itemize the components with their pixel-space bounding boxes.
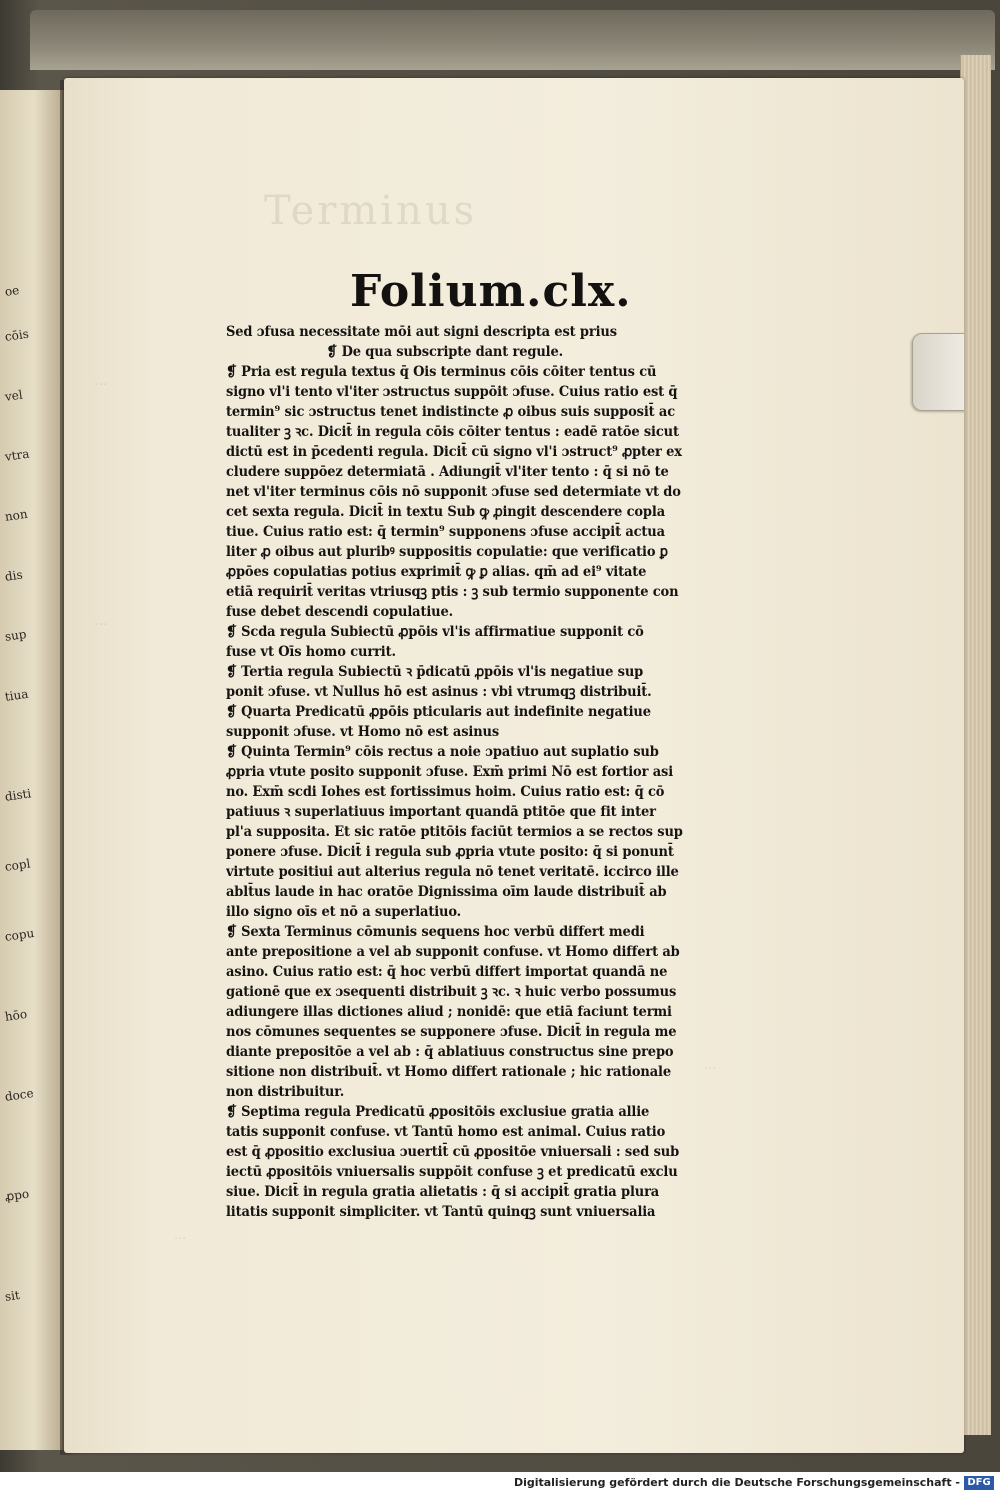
folio-heading: Folium.clx.	[350, 266, 632, 317]
text-line: sitione non distribuit̄. vt Homo differt rationale ; hic rationale	[226, 1064, 672, 1080]
text-line: liter ꝓ oibus aut pluribꝰ suppositis copulatie: que verificatio ꝑ	[226, 544, 668, 560]
page-edges	[960, 55, 991, 1435]
text-line: tiue. Cuius ratio est: q̄ termin⁹ supponens ɔfuse accipit̄ actua	[226, 524, 665, 540]
bleed-through-text: ...	[174, 1228, 187, 1243]
text-line: ꝓpōes copulatias potius exprimit̄ ꝙ ꝑ alias. qm̄ ad ei⁹ vitate	[226, 564, 647, 580]
book-top-edge	[30, 10, 995, 70]
digitization-footer	[0, 1472, 1000, 1494]
facing-page-text: sit	[4, 1287, 21, 1304]
facing-page-text: vel	[4, 387, 24, 404]
text-line: asino. Cuius ratio est: q̄ hoc verbū differt importat quandā ne	[226, 964, 668, 980]
text-line: termin⁹ sic ɔstructus tenet indistincte ꝓ oibus suis supposit̄ ac	[226, 404, 676, 420]
funding-credit: Digitalisierung gefördert durch die Deutsche Forschungsgemeinschaft -	[513, 1476, 960, 1489]
text-line: Sed ɔfusa necessitate mōi aut signi descripta est prius	[226, 324, 617, 340]
text-line: pl'a supposita. Et sic ratōe ptitōis faciūt termios a se rectos sup	[226, 824, 683, 840]
facing-page-text: hōo	[4, 1006, 28, 1024]
bleed-through-text: ...	[704, 1058, 717, 1073]
text-line: tualiter ꝫ ꝛc. Dicit̄ in regula cōis cōiter tentus : eadē ratōe sicut	[226, 424, 679, 440]
text-line: no. Exm̄ scdi Iohes est fortissimus hoim. Cuius ratio est: q̄ cō	[226, 784, 665, 800]
bleed-through-text: Terminus	[264, 188, 478, 234]
text-line: fuse vt Oīs homo currit.	[226, 644, 396, 660]
facing-page-text: oe	[4, 283, 21, 299]
text-line: diante prepositōe a vel ab : q̄ ablatiuus constructus sine prepo	[226, 1044, 674, 1060]
text-line: cludere suppōez determiatā . Adiungit̄ vl'iter tento : q̄ si nō te	[226, 464, 669, 480]
text-line: adiungere illas dictiones aliud ; nonidē: que etiā faciunt termi	[226, 1004, 672, 1020]
text-line: patiuus ꝛ superlatiuus important quandā ptitōe que fit inter	[226, 804, 656, 820]
text-line: ablt̄us laude in hac oratōe Dignissima oīm laude distribuit̄ ab	[226, 884, 667, 900]
text-line: cet sexta regula. Dicit̄ in textu Sub ꝙ ꝓingit descendere copla	[226, 504, 665, 520]
facing-page-text: doce	[4, 1086, 35, 1104]
text-line: iectū ꝓpositōis vniuersalis suppōit confuse ꝫ et predicatū exclu	[226, 1164, 678, 1180]
facing-page-text: vtra	[4, 446, 31, 464]
text-line: ponit ɔfuse. vt Nullus hō est asinus : vbi vtrumqꝫ distribuit̄.	[226, 684, 652, 700]
text-line: non distribuitur.	[226, 1084, 345, 1100]
text-line: litatis supponit simpliciter. vt Tantū quinqꝫ sunt vniuersalia	[226, 1204, 656, 1220]
text-line: ante prepositione a vel ab supponit confuse. vt Homo differt ab	[226, 944, 680, 960]
text-line: net vl'iter terminus cōis nō supponit ɔfuse sed determiate vt do	[226, 484, 681, 500]
text-line: fuse debet descendi copulatiue.	[226, 604, 454, 620]
text-line: ❡ Scda regula Subiectū ꝓpōis vl'is affirmatiue supponit cō	[226, 624, 644, 640]
facing-page-text: disti	[4, 786, 33, 804]
text-line: dictū est in p̄cedenti regula. Dicit̄ cū signo vl'i ɔstruct⁹ ꝓpter ex	[226, 444, 682, 460]
paper-tab-marker	[912, 333, 964, 411]
text-line: ❡ Quarta Predicatū ꝓpōis pticularis aut indefinite negatiue	[226, 704, 651, 720]
text-line: gationē que ex ɔsequenti distribuit ꝫ ꝛc. ꝛ huic verbo possumus	[226, 984, 677, 1000]
text-line: tatis supponit confuse. vt Tantū homo est animal. Cuius ratio	[226, 1124, 666, 1140]
facing-page-fragment	[0, 90, 64, 1450]
text-line: ❡ De qua subscripte dant regule.	[326, 344, 563, 360]
bleed-through-text: ...	[94, 373, 108, 389]
bleed-through-text: ...	[94, 613, 108, 629]
facing-page-text: dis	[4, 567, 24, 584]
facing-page-text: non	[4, 506, 29, 524]
facing-page-text: cōis	[4, 326, 30, 344]
book-page	[64, 78, 964, 1453]
facing-page-text: copu	[4, 925, 36, 944]
text-line: illo signo oīs et nō a superlatiuo.	[226, 904, 462, 920]
text-line: ❡ Quinta Termin⁹ cōis rectus a noie ɔpatiuo aut suplatio sub	[226, 744, 659, 760]
text-line: signo vl'i tento vl'iter ɔstructus suppōit ɔfuse. Cuius ratio est q̄	[226, 384, 678, 400]
text-line: est q̄ ꝓpositio exclusiua ɔuertit̄ cū ꝓpositōe vniuersali : sed sub	[226, 1144, 680, 1160]
text-line: ❡ Pria est regula textus q̄ Ois terminus cōis cōiter tentus cū	[226, 364, 657, 380]
facing-page-text: tiua	[4, 686, 30, 704]
text-line: siue. Dicit̄ in regula gratia alietatis : q̄ si accipit̄ gratia plura	[226, 1184, 660, 1200]
text-line: ❡ Septima regula Predicatū ꝓpositōis exclusiue gratia allie	[226, 1104, 650, 1120]
dfg-logo: DFG	[964, 1476, 994, 1490]
page-body-text	[226, 322, 746, 1222]
facing-page-text: sup	[4, 626, 28, 644]
facing-page-text: copl	[4, 856, 32, 874]
facing-page-text: ꝓpo	[4, 1186, 30, 1204]
text-line: ꝓpria vtute posito supponit ɔfuse. Exm̄ primi Nō est fortior asi	[226, 764, 674, 780]
text-line: etiā requirit̄ veritas vtriusqꝫ ptis : ꝫ sub termio supponente con	[226, 584, 679, 600]
text-line: nos cōmunes sequentes se supponere ɔfuse. Dicit̄ in regula me	[226, 1024, 677, 1040]
text-line: supponit ɔfuse. vt Homo nō est asinus	[226, 724, 500, 740]
text-line: ❡ Sexta Terminus cōmunis sequens hoc verbū differt medi	[226, 924, 645, 940]
text-line: virtute positiui aut alterius regula nō tenet veritatē. iccirco ille	[226, 864, 679, 880]
text-line: ponere ɔfuse. Dicit̄ i regula sub ꝓpria vtute posito: q̄ si ponunt̄	[226, 844, 674, 860]
text-line: ❡ Tertia regula Subiectū ꝛ p̄dicatū ꝓpōis vl'is negatiue sup	[226, 664, 644, 680]
